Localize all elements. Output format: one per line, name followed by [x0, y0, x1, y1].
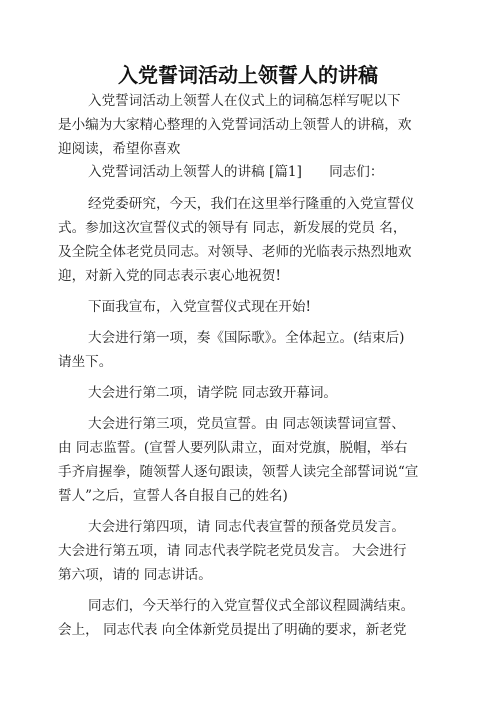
document-title: 入党誓词活动上领誓人的讲稿 [118, 63, 378, 87]
paragraph-line: 及全院全体老党员同志。对领导、老师的光临表示热烈地欢 [58, 244, 412, 260]
paragraph-line: 入党誓词活动上领誓人的讲稿 [篇1] 同志们： [88, 164, 384, 180]
paragraph-line: 大会进行第一项，奏《国际歌》。全体起立。(结束后) [88, 330, 405, 346]
paragraph-line: 入党誓词活动上领誓人在仪式上的词稿怎样写呢以下 [88, 93, 401, 109]
paragraph-line: 大会进行第三项，党员宣誓。由 同志领读誓词宣誓、 [88, 416, 405, 432]
paragraph-line: 迎，对新入党的同志表示衷心地祝贺! [58, 268, 281, 284]
paragraph-line: 同志们，今天举行的入党宣誓仪式全部议程圆满结束。 [88, 598, 415, 614]
paragraph-line: 迎阅读，希望你喜欢 [58, 141, 181, 157]
paragraph-line: 誓人”之后，宣誓人各自报自己的姓名) [58, 488, 288, 504]
paragraph-line: 是小编为大家精心整理的入党誓词活动上领誓人的讲稿，欢 [58, 117, 412, 133]
paragraph-line: 经党委研究，今天，我们在这里举行隆重的入党宣誓仪 [88, 196, 415, 212]
paragraph-line: 大会进行第四项，请 同志代表宣誓的预备党员发言。 [88, 519, 405, 535]
paragraph-line: 第六项，请的 同志讲话。 [58, 567, 212, 583]
paragraph-line: 请坐下。 [58, 354, 113, 370]
paragraph-line: 下面我宣布，入党宣誓仪式现在开始! [88, 299, 311, 315]
paragraph-line: 大会进行第五项，请 同志代表学院老党员发言。 大会进行 [58, 543, 407, 559]
paragraph-line: 会上， 同志代表 向全体新党员提出了明确的要求，新老党 [58, 622, 407, 638]
paragraph-line: 由 同志监誓。(宣誓人要列队肃立，面对党旗，脱帽，举右 [58, 440, 408, 456]
paragraph-line: 式。参加这次宣誓仪式的领导有 同志，新发展的党员 名， [58, 220, 407, 236]
paragraph-line: 大会进行第二项，请学院 同志致开幕词。 [88, 385, 338, 401]
paragraph-line: 手齐肩握拳，随领誓人逐句跟读，领誓人读完全部誓词说“宣 [58, 464, 419, 480]
